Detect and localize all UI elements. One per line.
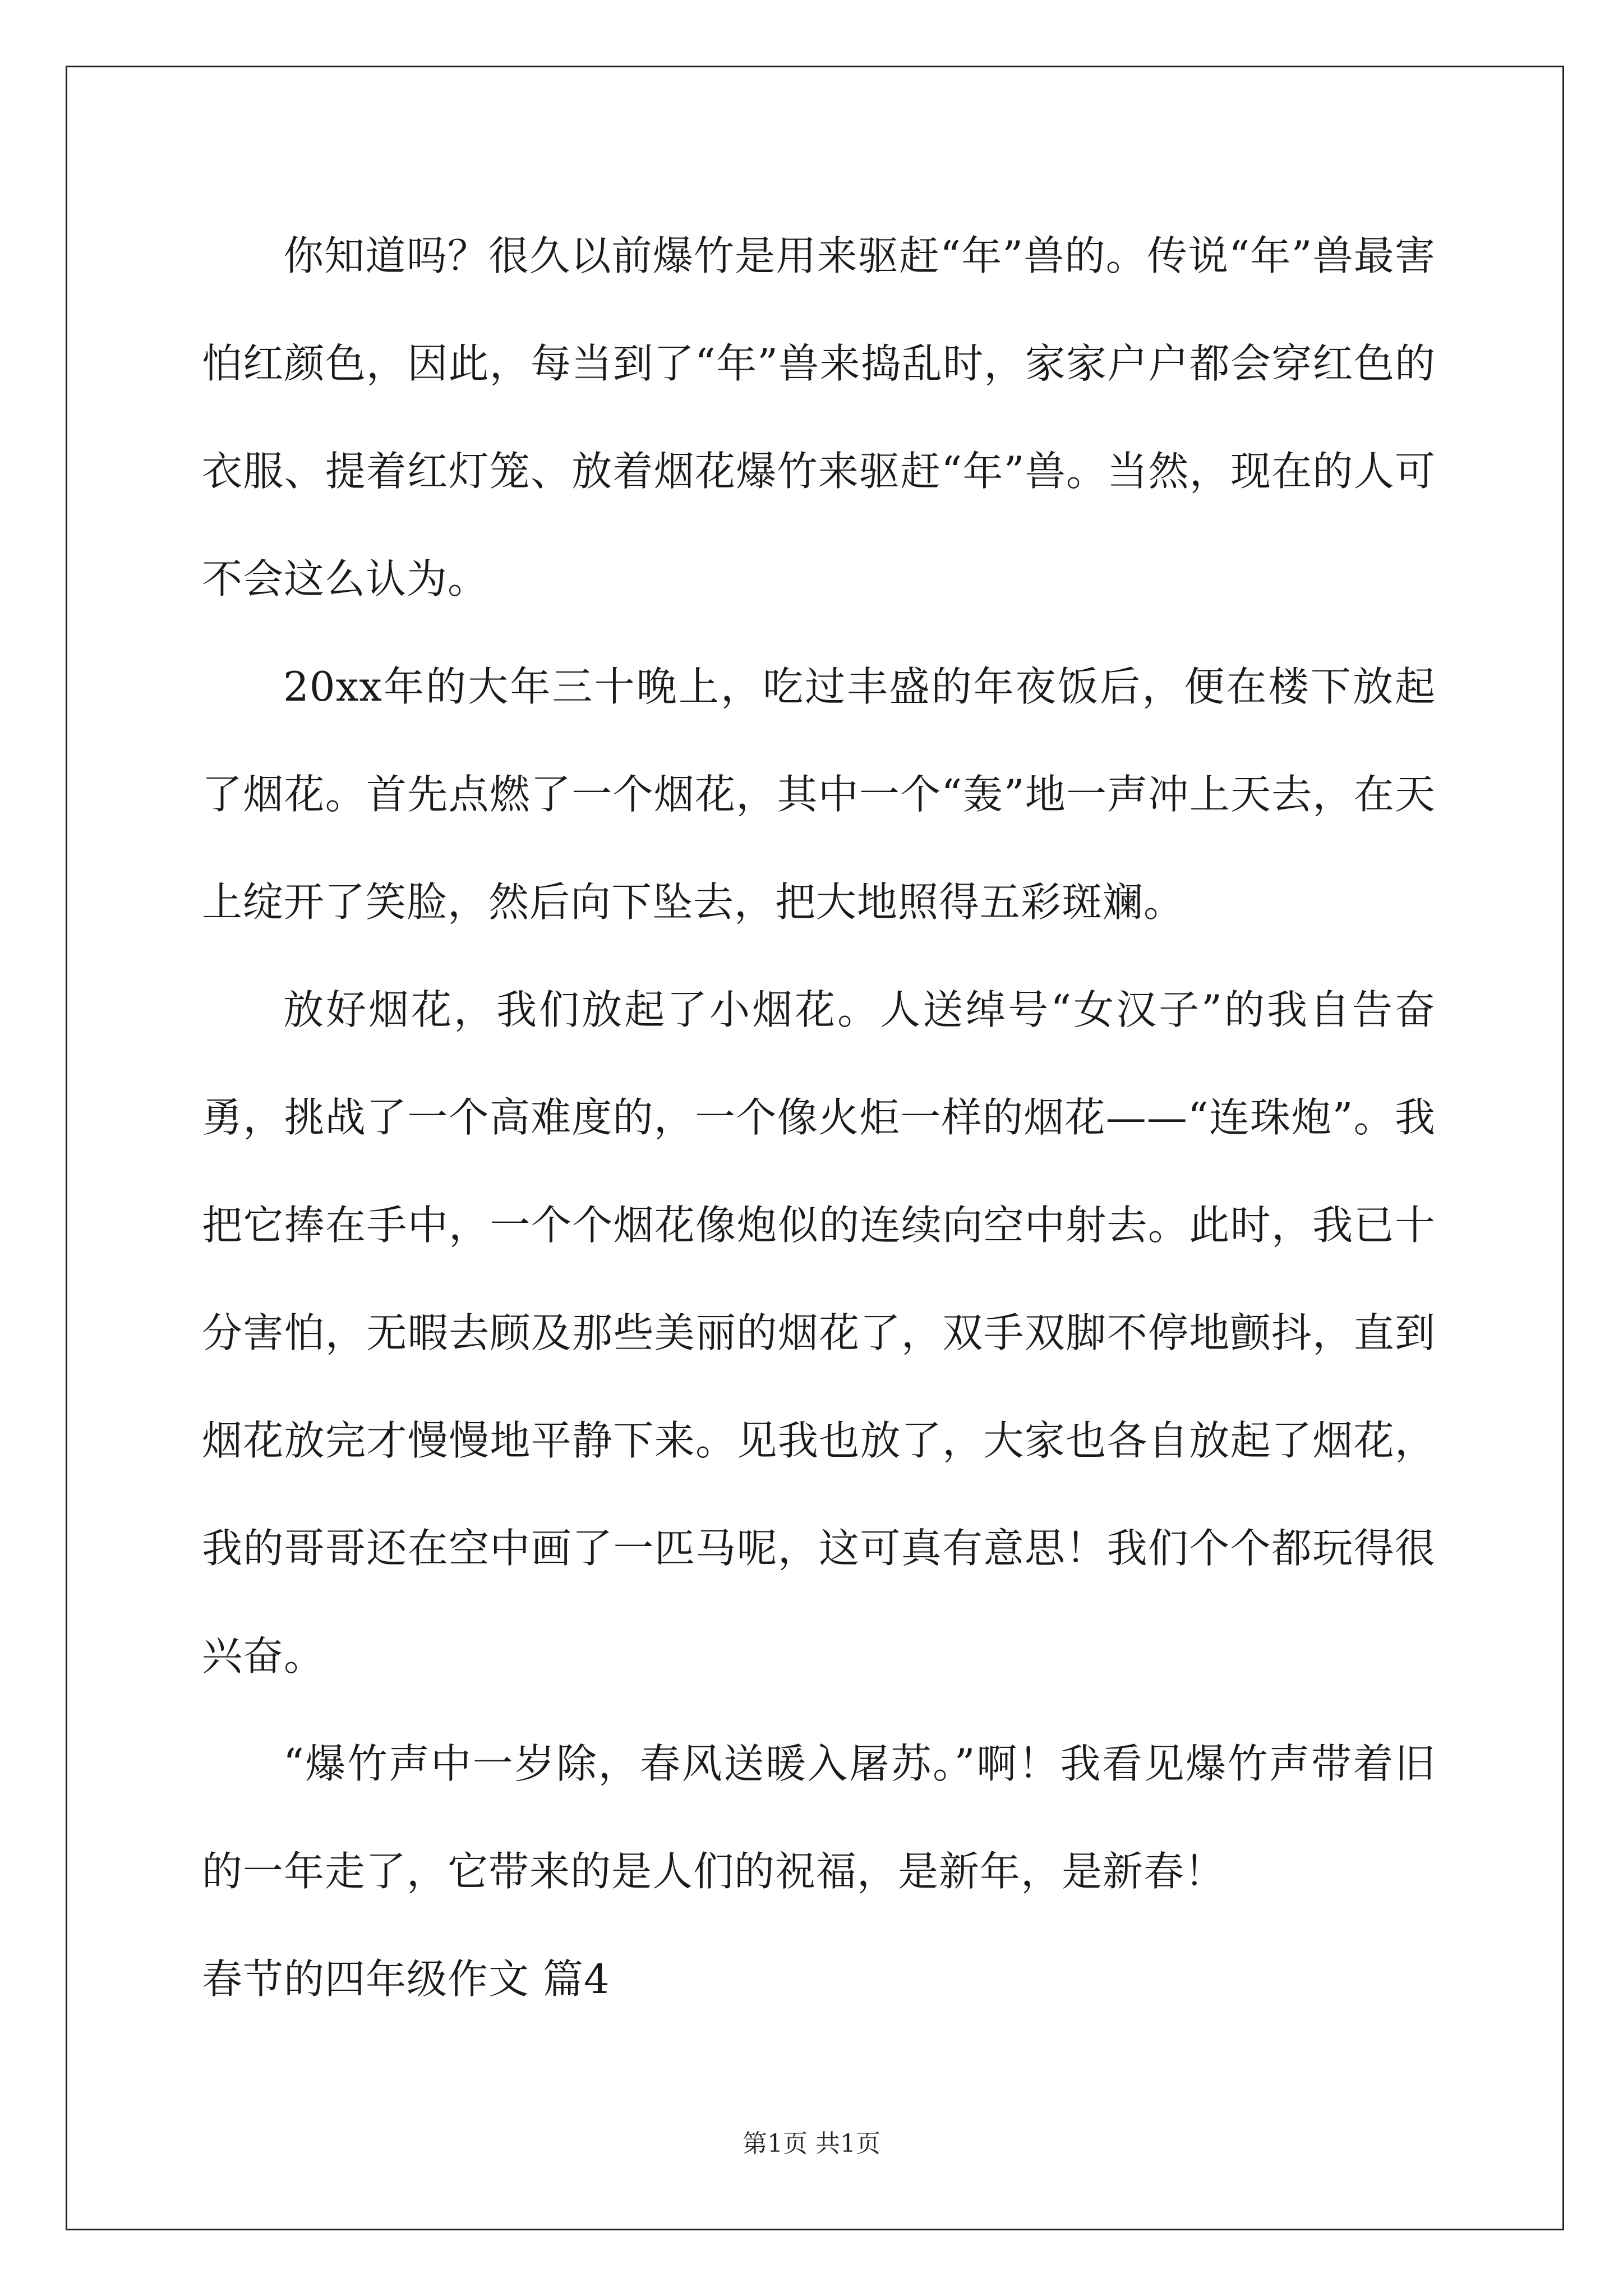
- paragraph-1: 你知道吗？很久以前爆竹是用来驱赶“年”兽的。传说“年”兽最害怕红颜色，因此，每当到了“年”兽来捣乱时，家家户户都会穿红色的衣服、提着红灯笼、放着烟花爆竹来驱赶“年”兽。当然，现在的人可不会这么认为。: [202, 232, 1436, 602]
- paragraph-4: “爆竹声中一岁除，春风送暖入屠苏。”啊！我看见爆竹声带着旧的一年走了，它带来的是人们的祝福，是新年，是新春！: [202, 1740, 1436, 1895]
- page-footer: 第1页 共1页: [743, 2129, 880, 2158]
- paragraph-3: 放好烟花，我们放起了小烟花。人送绰号“女汉子”的我自告奋勇，挑战了一个高难度的，一个像火炬一样的烟花——“连珠炮”。我把它捧在手中，一个个烟花像炮似的连续向空中射去。此时，我已十分害怕，无暇去顾及那些美丽的烟花了，双手双脚不停地颤抖，直到烟花放完才慢慢地平静下来。见我也放了，大家也各自放起了烟花，我的哥哥还在空中画了一匹马呢，这可真有意思！我们个个都玩得很兴奋。: [202, 986, 1436, 1680]
- section-heading: 春节的四年级作文 篇4: [202, 1955, 610, 2003]
- paragraph-2: 20xx年的大年三十晚上，吃过丰盛的年夜饭后，便在楼下放起了烟花。首先点燃了一个烟花，其中一个“轰”地一声冲上天去，在天上绽开了笑脸，然后向下坠去，把大地照得五彩斑斓。: [202, 663, 1436, 926]
- document-body: [202, 202, 1436, 2033]
